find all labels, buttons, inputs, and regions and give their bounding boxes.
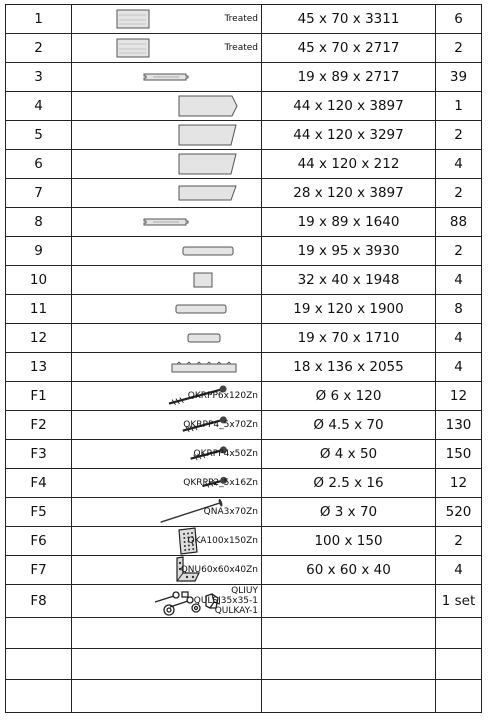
- part-number-cell: F8: [6, 585, 72, 618]
- part-code: QNA3x70Zn: [203, 507, 258, 517]
- quantity-cell: 4: [436, 150, 482, 179]
- part-number-cell: 11: [6, 295, 72, 324]
- quantity-cell: 150: [436, 440, 482, 469]
- quantity-cell: [436, 618, 482, 649]
- quantity-cell: 4: [436, 266, 482, 295]
- part-illustration-cell: [72, 324, 262, 353]
- part-number-cell: 5: [6, 121, 72, 150]
- part-number-cell: 13: [6, 353, 72, 382]
- part-number-cell: 7: [6, 179, 72, 208]
- quantity-cell: 1 set: [436, 585, 482, 618]
- table-row: [6, 63, 482, 92]
- table-row: [6, 266, 482, 295]
- part-illustration-cell: [72, 150, 262, 179]
- table-row: [6, 440, 482, 469]
- part-illustration-cell: [72, 5, 262, 34]
- parts-list-table: [5, 4, 482, 713]
- dimensions-cell: 32 x 40 x 1948: [262, 266, 436, 295]
- quantity-cell: [436, 680, 482, 713]
- table-row: [6, 649, 482, 680]
- part-illustration-cell: [72, 498, 262, 527]
- part-number-cell: [6, 649, 72, 680]
- part-illustration-cell: [72, 556, 262, 585]
- table-row: [6, 121, 482, 150]
- part-code: Treated: [224, 43, 258, 53]
- table-row: [6, 324, 482, 353]
- part-number-cell: 9: [6, 237, 72, 266]
- part-illustration-cell: [72, 266, 262, 295]
- part-illustration-cell: [72, 208, 262, 237]
- dimensions-cell: [262, 618, 436, 649]
- table-row: [6, 295, 482, 324]
- table-row: [6, 498, 482, 527]
- part-number-cell: [6, 680, 72, 713]
- quantity-cell: 12: [436, 382, 482, 411]
- dimensions-cell: 60 x 60 x 40: [262, 556, 436, 585]
- table-row: [6, 34, 482, 63]
- part-number-cell: 4: [6, 92, 72, 121]
- dimensions-cell: 44 x 120 x 3297: [262, 121, 436, 150]
- dimensions-cell: [262, 649, 436, 680]
- dimensions-cell: Ø 3 x 70: [262, 498, 436, 527]
- part-illustration-cell: [72, 680, 262, 713]
- dimensions-cell: 19 x 89 x 1640: [262, 208, 436, 237]
- quantity-cell: 1: [436, 92, 482, 121]
- part-illustration-cell: [72, 34, 262, 63]
- dimensions-cell: [262, 585, 436, 618]
- part-code: QKRPP2_5x16Zn: [183, 478, 258, 488]
- table-row: [6, 208, 482, 237]
- dimensions-cell: 18 x 136 x 2055: [262, 353, 436, 382]
- table-row: [6, 179, 482, 208]
- dimensions-cell: 45 x 70 x 3311: [262, 5, 436, 34]
- dimensions-cell: 44 x 120 x 212: [262, 150, 436, 179]
- part-code: QKRPP6x120Zn: [187, 391, 258, 401]
- part-number-cell: F2: [6, 411, 72, 440]
- part-illustration-cell: [72, 585, 262, 618]
- quantity-cell: 8: [436, 295, 482, 324]
- dimensions-cell: 19 x 70 x 1710: [262, 324, 436, 353]
- part-illustration-cell: [72, 469, 262, 498]
- part-code: QKA100x150Zn: [187, 536, 258, 546]
- part-illustration-cell: [72, 618, 262, 649]
- part-number-cell: 3: [6, 63, 72, 92]
- table-row: [6, 92, 482, 121]
- table-row: [6, 618, 482, 649]
- part-code: QNU60x60x40Zn: [180, 565, 258, 575]
- table-row: [6, 150, 482, 179]
- part-illustration-cell: [72, 92, 262, 121]
- dimensions-cell: Ø 4 x 50: [262, 440, 436, 469]
- part-illustration-cell: [72, 440, 262, 469]
- dimensions-cell: Ø 4.5 x 70: [262, 411, 436, 440]
- part-illustration-cell: [72, 121, 262, 150]
- part-illustration-cell: [72, 382, 262, 411]
- part-illustration-cell: [72, 411, 262, 440]
- quantity-cell: 6: [436, 5, 482, 34]
- table-row: [6, 527, 482, 556]
- part-number-cell: 6: [6, 150, 72, 179]
- part-code-line: QULSI35x35-1: [193, 596, 258, 606]
- part-code: QKRPP4_5x70Zn: [183, 420, 258, 430]
- part-illustration-cell: [72, 179, 262, 208]
- part-number-cell: 10: [6, 266, 72, 295]
- part-number-cell: F6: [6, 527, 72, 556]
- part-number-cell: F3: [6, 440, 72, 469]
- part-number-cell: F4: [6, 469, 72, 498]
- quantity-cell: 2: [436, 237, 482, 266]
- part-illustration-cell: [72, 527, 262, 556]
- part-illustration-cell: [72, 63, 262, 92]
- dimensions-cell: 45 x 70 x 2717: [262, 34, 436, 63]
- quantity-cell: 4: [436, 324, 482, 353]
- part-code-line: QLIUY: [231, 586, 258, 596]
- part-number-cell: F7: [6, 556, 72, 585]
- dimensions-cell: Ø 2.5 x 16: [262, 469, 436, 498]
- dimensions-cell: 44 x 120 x 3897: [262, 92, 436, 121]
- quantity-cell: 2: [436, 34, 482, 63]
- quantity-cell: 2: [436, 179, 482, 208]
- part-number-cell: F5: [6, 498, 72, 527]
- quantity-cell: 2: [436, 527, 482, 556]
- part-illustration-cell: [72, 649, 262, 680]
- part-illustration-cell: [72, 237, 262, 266]
- dimensions-cell: 19 x 89 x 2717: [262, 63, 436, 92]
- dimensions-cell: 28 x 120 x 3897: [262, 179, 436, 208]
- quantity-cell: 4: [436, 556, 482, 585]
- table-row: [6, 585, 482, 618]
- table-row: [6, 469, 482, 498]
- quantity-cell: 88: [436, 208, 482, 237]
- part-illustration-cell: [72, 353, 262, 382]
- table-row: [6, 382, 482, 411]
- quantity-cell: 2: [436, 121, 482, 150]
- part-illustration-cell: [72, 295, 262, 324]
- part-number-cell: F1: [6, 382, 72, 411]
- table-row: [6, 5, 482, 34]
- part-number-cell: [6, 618, 72, 649]
- dimensions-cell: Ø 6 x 120: [262, 382, 436, 411]
- table-row: [6, 353, 482, 382]
- table-row: [6, 680, 482, 713]
- dimensions-cell: 19 x 95 x 3930: [262, 237, 436, 266]
- dimensions-cell: 100 x 150: [262, 527, 436, 556]
- quantity-cell: 4: [436, 353, 482, 382]
- table-row: [6, 556, 482, 585]
- table-row: [6, 411, 482, 440]
- table-row: [6, 237, 482, 266]
- quantity-cell: 12: [436, 469, 482, 498]
- part-number-cell: 8: [6, 208, 72, 237]
- part-code: Treated: [224, 14, 258, 24]
- quantity-cell: [436, 649, 482, 680]
- quantity-cell: 520: [436, 498, 482, 527]
- dimensions-cell: 19 x 120 x 1900: [262, 295, 436, 324]
- quantity-cell: 39: [436, 63, 482, 92]
- part-number-cell: 12: [6, 324, 72, 353]
- part-number-cell: 1: [6, 5, 72, 34]
- quantity-cell: 130: [436, 411, 482, 440]
- part-code: QKRPP4x50Zn: [193, 449, 258, 459]
- part-code: [194, 586, 258, 616]
- part-number-cell: 2: [6, 34, 72, 63]
- dimensions-cell: [262, 680, 436, 713]
- part-code-line: QULKAY-1: [214, 606, 258, 616]
